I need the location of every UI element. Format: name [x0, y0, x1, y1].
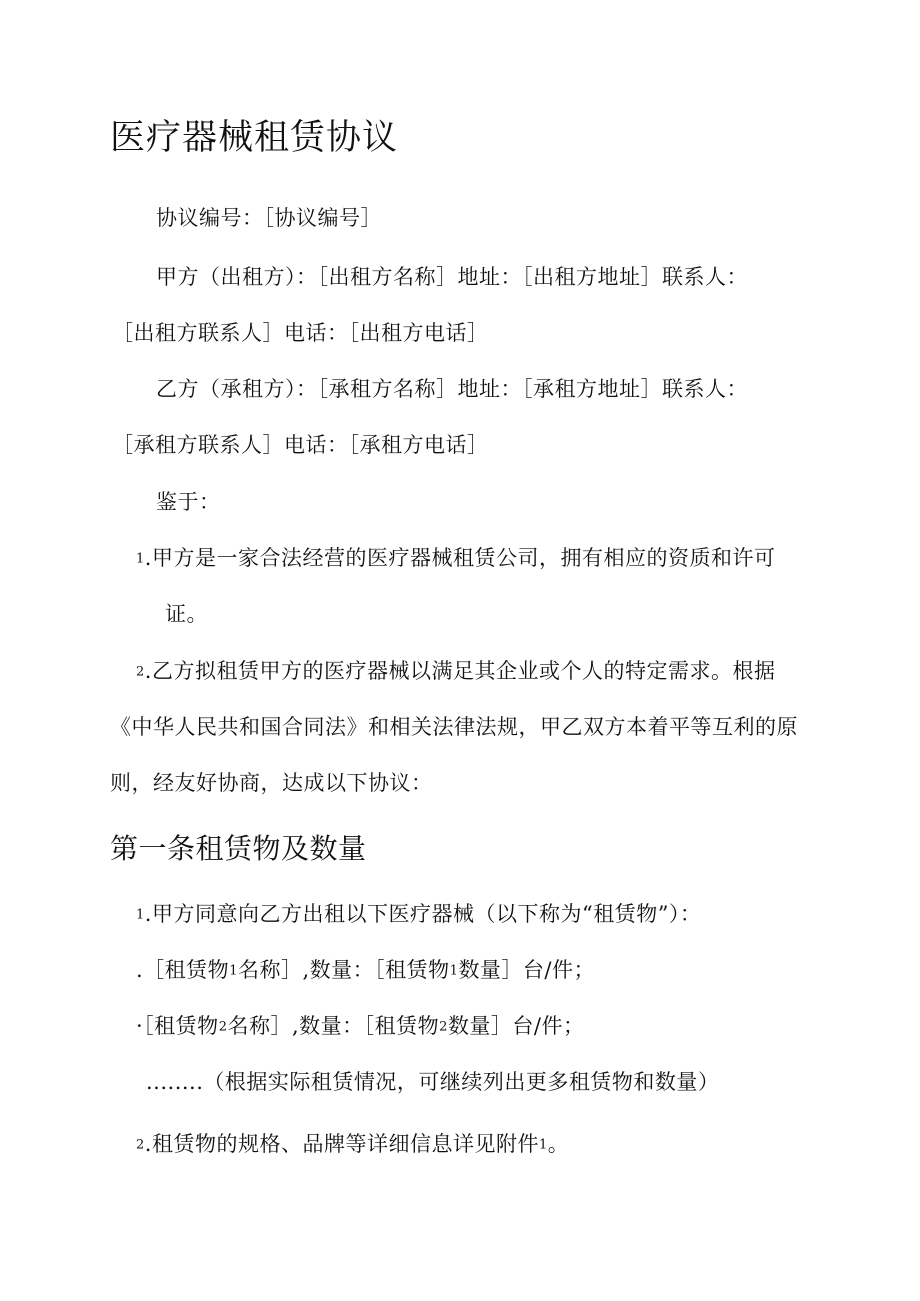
party-b-line-2: ［承租方联系人］电话：［承租方电话］ [112, 433, 489, 457]
whereas-label: 鉴于： [156, 490, 221, 514]
lease-item-1 [136, 955, 595, 987]
lease-item-1-index-2: 1 [449, 963, 459, 979]
clause-1-number: 1 [136, 907, 145, 923]
document-title: 医疗器械租赁协议 [110, 118, 399, 158]
lease-item-2-prefix: ·［租赁物 [136, 1014, 219, 1038]
recital-2-text: .乙方拟租赁甲方的医疗器械以满足其企业或个人的特定需求。根据 [144, 659, 776, 683]
recital-1-number: 1 [136, 551, 145, 567]
recital-2-line-1 [136, 656, 775, 688]
recital-1-text: .甲方是一家合法经营的医疗器械租赁公司，拥有相应的资质和许可 [144, 546, 776, 570]
more-items-note: ........（根据实际租赁情况，可继续列出更多租赁物和数量） [146, 1070, 720, 1094]
clause-2-annex-number: 1 [538, 1137, 548, 1153]
party-a-line-1: 甲方（出租方）：［出租方名称］地址：［出租方地址］联系人： [156, 265, 748, 289]
recital-2-line-3: 则，经友好协商，达成以下协议： [110, 771, 433, 795]
recital-2-line-2: 《中华人民共和国合同法》和相关法律法规，甲乙双方本着平等互利的原 [110, 715, 798, 739]
clause-2-number: 2 [136, 1137, 145, 1153]
clause-2-text: .租赁物的规格、品牌等详细信息详见附件 [144, 1132, 539, 1156]
lease-item-1-prefix: .［租赁物 [136, 958, 230, 982]
party-b-line-1: 乙方（承租方）：［承租方名称］地址：［承租方地址］联系人： [156, 377, 748, 401]
lease-item-2-suffix: 数量］台/件； [447, 1014, 585, 1038]
recital-1-line-1 [136, 543, 775, 575]
party-a-line-2: ［出租方联系人］电话：［出租方电话］ [112, 321, 489, 345]
lease-item-2-index: 2 [218, 1019, 228, 1035]
lease-item-1-suffix: 数量］台/件； [458, 958, 596, 982]
article-1-heading: 第一条租赁物及数量 [110, 832, 367, 865]
clause-2 [136, 1129, 569, 1161]
recital-1-line-2: 证。 [165, 602, 208, 626]
clause-1-text: .甲方同意向乙方出租以下医疗器械（以下称为“租赁物”）： [144, 902, 702, 926]
lease-item-1-index: 1 [229, 963, 238, 979]
lease-item-2-index-2: 2 [439, 1019, 448, 1035]
lease-item-2-mid: 名称］,数量：［租赁物 [227, 1014, 440, 1038]
lease-item-1-mid: 名称］,数量：［租赁物 [237, 958, 450, 982]
lease-item-2 [136, 1011, 585, 1043]
clause-2-end: 。 [547, 1132, 570, 1156]
recital-2-number: 2 [136, 664, 145, 680]
clause-1 [136, 899, 701, 931]
agreement-number: 协议编号：［协议编号］ [156, 206, 382, 230]
